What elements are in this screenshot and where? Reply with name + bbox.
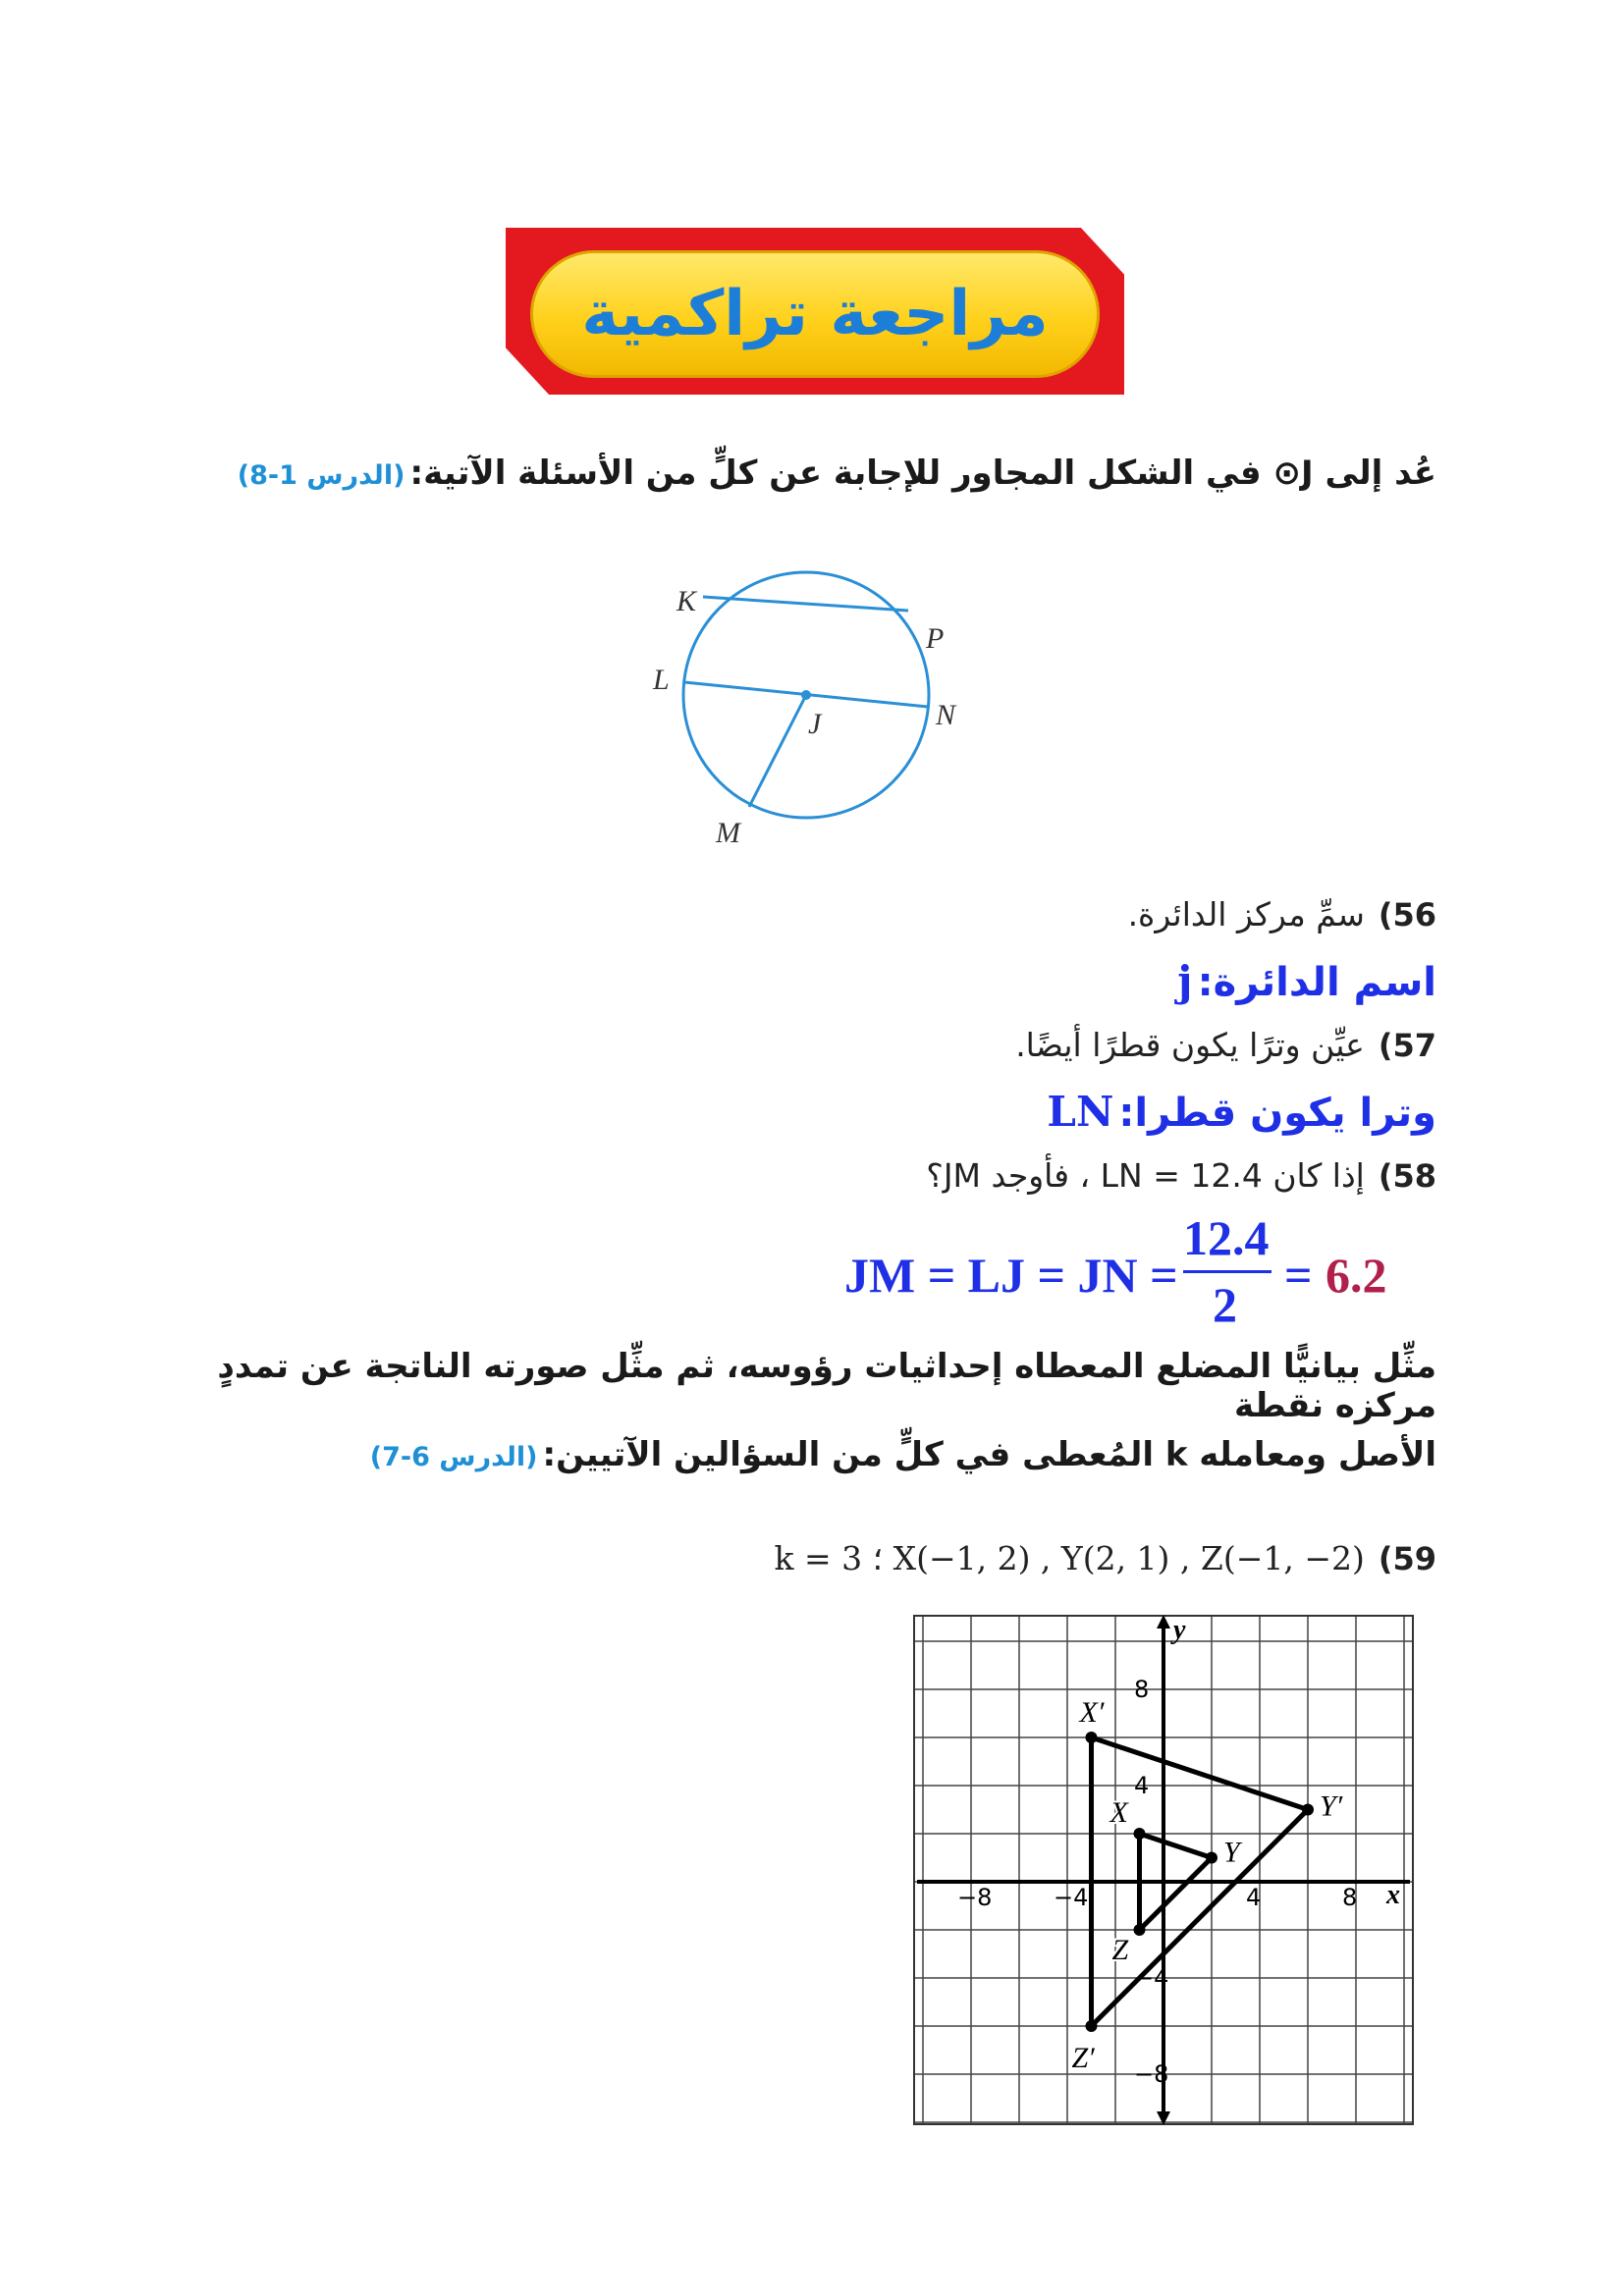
x-tick-label: −4 [1054,1884,1089,1911]
chord-kp [703,597,908,611]
question-text: إذا كان LN = 12.4 ، فأوجد JM؟ [926,1156,1365,1195]
answer-label: اسم الدائرة: [1197,960,1436,1005]
formula-numerator: 12.4 [1183,1210,1270,1265]
fraction-bar [1183,1270,1271,1273]
banner-title: مراجعة تراكمية [581,278,1049,350]
y-tick-label: −4 [1134,1964,1169,1992]
section2-instruction: مثِّل بيانيًّا المضلع المعطاه إحداثيات رؤوسه، ثم مثِّل صورته الناتجة عن تمددٍ مركزه نقطة [217,1347,1436,1425]
banner [530,250,1100,378]
x-tick-label: 8 [1342,1884,1358,1911]
answer-58-formula [844,1209,1434,1332]
lesson-reference: (الدرس 1-8) [237,460,406,491]
vertex-label: X [1109,1796,1128,1829]
x-axis-label: x [1386,1880,1400,1910]
vertex-point-Y [1206,1852,1217,1864]
label-k: K [676,585,697,617]
vertex-point-Z [1134,1924,1146,1936]
label-p: P [926,622,945,655]
label-l: L [653,664,670,696]
question-number: 59) [1378,1540,1436,1577]
x-tick-label: −8 [957,1884,993,1911]
question-57 [455,1026,1436,1064]
vertex-label: Z [1111,1934,1129,1966]
vertex-point-X [1134,1828,1146,1840]
vertex-point-Z′ [1086,2020,1098,2032]
section2-instruction-cont: الأصل ومعامله k المُعطى في كلٍّ من السؤالين الآتيين: [542,1435,1436,1474]
label-m: M [716,817,740,849]
vertex-point-Y′ [1302,1804,1314,1816]
vertex-label: Z′ [1071,2042,1095,2074]
question-58 [455,1156,1436,1195]
section1-instruction-row [160,454,1436,493]
label-j: J [808,708,822,740]
x-tick-label: 4 [1246,1884,1262,1911]
question-number: 57) [1378,1027,1436,1064]
y-axis-label: y [1173,1615,1186,1645]
question-text: عيِّن وترًا يكون قطرًا أيضًا. [1015,1026,1365,1064]
answer-56 [455,957,1436,1005]
circle-figure [643,550,977,864]
y-tick-label: 8 [1134,1676,1150,1703]
section2-instruction-line2 [131,1435,1436,1474]
vertex-label: Y′ [1320,1789,1343,1823]
vertex-label: Y [1223,1836,1240,1869]
dilation-graph [913,1615,1414,2125]
formula-equals: = [1284,1248,1313,1303]
y-tick-label: −8 [1134,2060,1169,2088]
formula-lhs: JM = LJ = JN = [844,1248,1178,1303]
question-text: سمِّ مركز الدائرة. [1127,895,1365,934]
radius-jm [749,695,806,807]
formula-result: 6.2 [1325,1248,1387,1303]
vertex-label: X′ [1079,1696,1105,1729]
section1-instruction: عُد إلى J⊙ في الشكل المجاور للإجابة عن كلٍّ من الأسئلة الآتية: [409,454,1436,493]
question-59 [455,1539,1436,1577]
question-number: 58) [1378,1157,1436,1195]
question-number: 56) [1378,896,1436,934]
question-56 [455,895,1436,934]
answer-57 [455,1088,1436,1136]
section2-instruction-line1 [131,1347,1436,1425]
answer-value: j [1177,957,1193,1005]
lesson-reference: (الدرس 6-7) [369,1442,538,1472]
center-point [801,690,811,700]
formula-denominator: 2 [1213,1277,1237,1332]
answer-value: LN [1047,1088,1114,1136]
vertex-point-X′ [1086,1732,1098,1743]
label-n: N [936,699,956,731]
answer-label: وترا يكون قطرا: [1118,1091,1436,1136]
question-text: X(−1, 2) , Y(2, 1) , Z(−1, −2) ؛ k = 3 [774,1539,1365,1577]
y-tick-label: 4 [1134,1772,1150,1799]
